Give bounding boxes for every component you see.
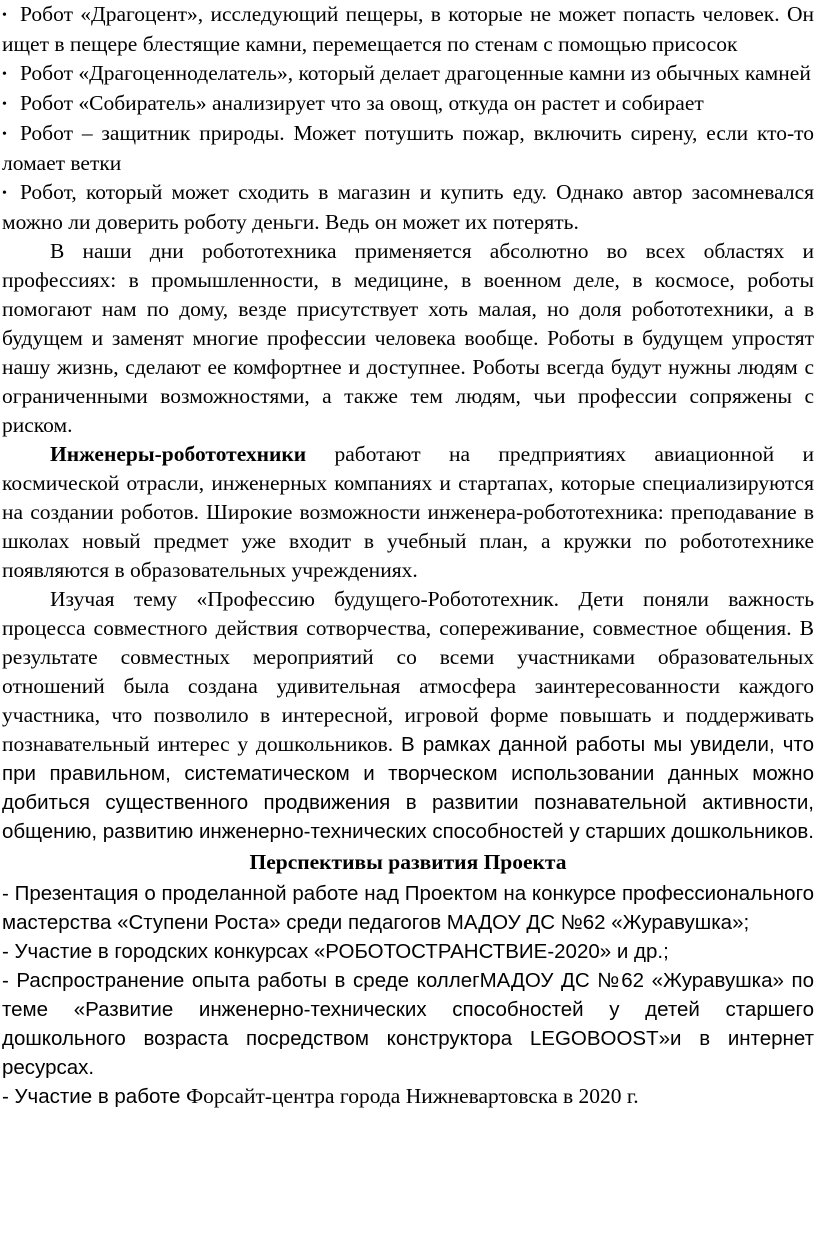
list-item: [2, 178, 814, 237]
perspective-item: - Презентация о проделанной работе над Проектом на конкурсе профессионального мастерства «Ступени Роста» среди педагогов МАДОУ ДС №62 «Журавушка»;: [2, 882, 814, 934]
list-item: [2, 59, 814, 89]
list-item: [2, 119, 814, 178]
paragraph-results: [2, 585, 814, 846]
perspective-item: [2, 1082, 814, 1111]
bullet-icon: •: [2, 127, 7, 142]
list-item: [2, 0, 814, 59]
list-item: [2, 89, 814, 119]
perspective-item: - Участие в городских конкурсах «РОБОТОСТРАНСТВИЕ-2020» и др.;: [2, 940, 669, 963]
engineers-term: Инженеры-робототехники: [50, 442, 307, 466]
item-prefix: - Участие в работе: [2, 1085, 187, 1108]
paragraph-engineers: [2, 440, 814, 585]
bullet-icon: •: [2, 8, 7, 23]
paragraph-robotics-today: В наши дни робототехника применяется абсолютно во всех областях и профессиях: в промышленности, в медицине, в военном деле, в космосе, роботы помогают нам по дому, везде присутствует хоть малая, но доля робототехники, а в будущем и заменят многие профессии человека вообще. Роботы в будущем упростят нашу жизнь, сделают ее комфортнее и доступнее. Роботы всегда будут нужны людям с ограниченными возможностями, а также тем людям, чьи профессии сопряжены с риском.: [2, 239, 814, 437]
perspective-item: - Распространение опыта работы в среде коллегМАДОУ ДС №62 «Журавушка» по теме «Развитие инженерно-технических способностей у детей старшего дошкольного возраста посредством конструктора LEGOBOOST»и в интернет ресурсах.: [2, 969, 814, 1079]
bullet-text: Робот – защитник природы. Может потушить пожар, включить сирену, если кто-то ломает ветки: [2, 121, 814, 175]
item-text: Форсайт-центра города Нижневартовска в 2020 г.: [186, 1084, 639, 1108]
bullet-icon: •: [2, 97, 7, 112]
bullet-text: Робот «Драгоцент», исследующий пещеры, в которые не может попасть человек. Он ищет в пещере блестящие камни, перемещается по стенам с помощью присосок: [2, 2, 814, 56]
results-conclusion: В рамках данной работы мы увидели, что при правильном, систематическом и творческом использовании данных можно добиться существенного продвижения в развитии познавательной активности, общению, развитию инженерно-технических способностей у старших дошкольников.: [2, 733, 814, 843]
engineers-text: работают на предприятиях авиационной и космической отрасли, инженерных компаниях и стартапах, которые специализируются на создании роботов. Широкие возможности инженера-робототехника: преподавание в школах новый предмет уже входит в учебный план, а кружки по робототехнике появляются в образовательных учреждениях.: [2, 442, 814, 582]
bullet-icon: •: [2, 186, 7, 201]
results-text: Изучая тему «Профессию будущего-Робототехник. Дети поняли важность процесса совместного действия сотворчества, сопереживание, совместное общения. В результате совместных мероприятий со всеми участниками образовательных отношений была создана удивительная атмосфера заинтересованности каждого участника, что позволило в интересной, игровой форме повышать и поддерживать познавательный интерес у дошкольников.: [2, 587, 814, 756]
bullet-text: Робот, который может сходить в магазин и купить еду. Однако автор засомневался можно ли доверить роботу деньги. Ведь он может их потерять.: [2, 180, 814, 234]
bullet-text: Робот «Драгоценноделатель», который делает драгоценные камни из обычных камней: [20, 61, 811, 85]
bullet-icon: •: [2, 67, 7, 82]
section-heading: Перспективы развития Проекта: [249, 850, 567, 874]
bullet-text: Робот «Собиратель» анализирует что за овощ, откуда он растет и собирает: [20, 91, 704, 115]
document-page: [2, 0, 814, 1111]
